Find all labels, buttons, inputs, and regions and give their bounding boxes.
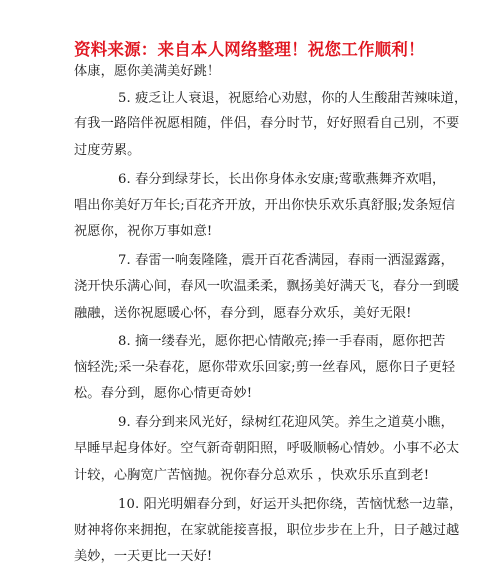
text-line: 9. 春分到来风光好，绿树红花迎风笑。养生之道莫小瞧， [118, 415, 454, 430]
text-line: 8. 摘一缕春光，愿你把心情敞亮;捧一手春雨，愿你把苦 [118, 334, 446, 349]
text-line: 财神将你来拥抱，在家就能接喜报，职位步步在上升，日子越过越 [74, 523, 460, 538]
text-line: 唱出你美好万年长;百花齐开放，开出你快乐欢乐真舒服;发条短信 [74, 198, 456, 213]
text-line: 恼轻洗;采一朵春花，愿你带欢乐回家;剪一丝春风，愿你日子更轻 [74, 360, 456, 375]
text-line: 早睡早起身体好。空气新奇朝阳照，呼吸顺畅心情妙。小事不必太 [74, 441, 460, 456]
text-line: 7. 春雷一响轰隆隆，震开百花香满园，春雨一洒湿露露， [118, 253, 454, 268]
text-line: 美妙，一天更比一天好! [74, 549, 213, 564]
text-line: 体康，愿你美满美好跳！ [74, 64, 221, 79]
source-header: 资料来源：来自本人网络整理！祝您工作顺利！ [74, 40, 425, 59]
text-line: 计较，心胸宽广苦恼抛。祝你春分总欢乐 ，快欢乐乐直到老! [74, 468, 430, 483]
text-line: 祝愿你，祝你万事如意! [74, 224, 213, 239]
text-line: 6. 春分到绿芽长，长出你身体永安康;莺歌燕舞齐欢唱， [118, 172, 446, 187]
text-line: 浇开快乐满心间，春风一吹温柔柔，飘扬美好满天飞，春分一到暖 [74, 279, 460, 294]
text-line: 松。春分到，愿你心情更奇妙! [74, 386, 253, 401]
text-line: 融融，送你祝愿暖心怀，春分到，愿春分欢乐，美好无限! [74, 306, 412, 321]
text-line: 10. 阳光明媚春分到，好运开头把你绕，苦恼忧愁一边靠， [118, 497, 463, 512]
text-line: 5. 疲乏让人衰退，祝愿给心劝慰，你的人生酸甜苦辣味道， [118, 91, 468, 106]
text-line: 有我一路陪伴祝愿相随，伴侣，春分时节，好好照看自己别，不要 [74, 116, 460, 131]
text-line: 过度劳累。 [74, 143, 141, 158]
